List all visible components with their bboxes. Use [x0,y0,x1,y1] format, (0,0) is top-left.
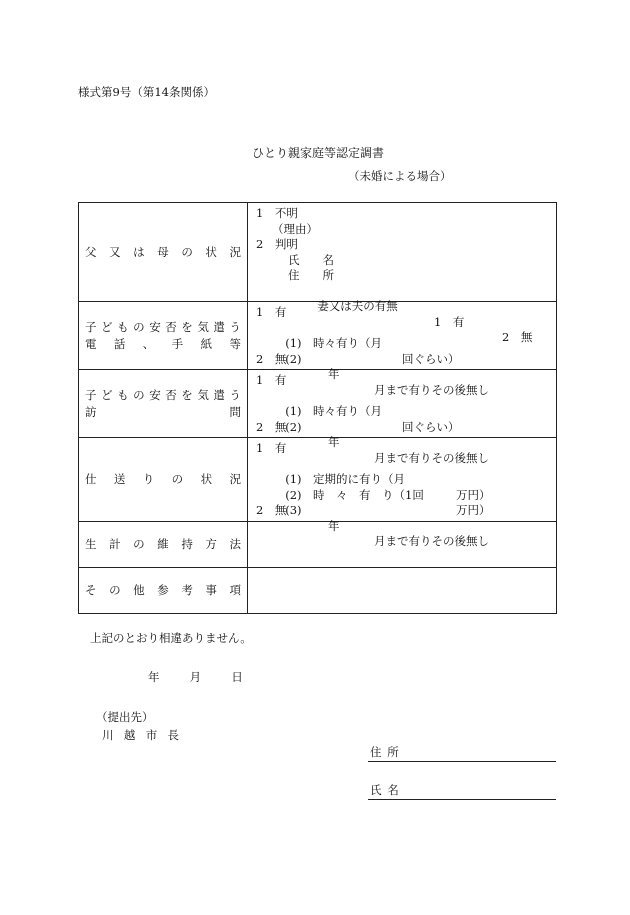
label-char: 母 [157,244,169,259]
submit-to-name: 川越市長 [102,728,190,742]
support-label [79,438,248,522]
yen-unit: 万円） [456,503,491,517]
label-char: の [133,387,145,402]
date-day-field[interactable]: 日 [231,670,243,684]
label-char: 等 [229,336,241,351]
phone-letter-label [79,302,248,370]
label-char: ど [101,319,113,334]
spouse-option-no[interactable]: 2 無 [502,330,533,344]
address-signature-label: 住所 [370,745,405,759]
times-unit: 回ぐらい） [402,419,460,434]
document-title: ひとり親家庭等認定調書 [252,146,385,160]
option-known: 2 判明 [256,237,298,251]
label-char: う [229,387,241,402]
label-char: 状 [200,471,213,486]
date-year-field[interactable]: 年 [148,670,160,684]
support-content[interactable] [248,438,557,548]
label-char: 法 [229,536,241,551]
label-char: も [117,319,129,334]
label-char: 話 [113,336,126,351]
option-no: 2 無 [256,351,287,366]
label-char: う [229,319,241,334]
yen-unit: 万円） [456,487,491,502]
until-text: 月まで有りその後無し [374,382,489,397]
label-line [79,336,247,353]
label-char: の [171,471,184,486]
sometimes-label: (1) 時々有り（月 [285,336,383,350]
option-yes: 1 有 [256,373,287,387]
regular-label: (1) 定期的に有り（月 [285,472,406,486]
address-signature-field[interactable] [368,743,556,762]
label-char: 子 [85,319,97,334]
other-label [79,567,248,613]
label-line [79,404,247,421]
label-char: を [181,319,193,334]
label-char: り [142,471,155,486]
year-unit: 年 [328,367,340,381]
until-text: 月まで有りその後無し [374,450,489,465]
row-other [79,567,557,613]
declaration-text: 上記のとおり相違ありません。 [90,631,252,645]
label-char: 状 [205,244,217,259]
name-signature-field[interactable] [368,781,556,800]
label-char: 考 [181,582,193,597]
label-char: 手 [171,336,184,351]
label-char: 電 [85,336,97,351]
submit-to-label: （提出先） [96,710,154,724]
label-line [79,471,247,488]
label-char: 遣 [213,319,225,334]
row-phone-letter [79,302,557,370]
year-unit: 年 [328,518,340,533]
option-yes: 1 有 [256,305,287,319]
label-char: 計 [109,536,121,551]
visit-label [79,370,248,438]
date-month-field[interactable]: 月 [189,670,202,684]
label-char: 参 [157,582,169,597]
label-char: の [133,536,145,551]
label-line [79,244,247,261]
name-label: 氏 名 [288,252,334,267]
reason-label: （理由） [272,221,318,236]
spouse-option-yes[interactable]: 1 有 [434,314,465,329]
row-support [79,438,557,522]
other-notes-field[interactable] [248,567,557,613]
label-char: 遣 [213,387,225,402]
spouse-label: 妻又は夫の有無 [317,299,398,313]
year-unit: 年 [328,435,340,449]
label-char: 子 [85,387,97,402]
form-number: 様式第9号（第14条関係） [78,85,215,99]
item-number: (3) [285,503,302,517]
livelihood-label [79,521,248,567]
sometimes-label: (1) 時々有り（月 [285,404,383,418]
label-char: 事 [205,582,217,597]
option-no: 2 無 [256,503,287,517]
label-char: 問 [229,404,241,419]
label-char: 況 [229,471,241,486]
label-line [79,319,247,336]
visit-content[interactable] [248,370,557,465]
label-char: 否 [165,319,177,334]
label-line [79,582,247,599]
label-char: 否 [165,387,177,402]
row-visit [79,370,557,438]
label-char: の [109,582,121,597]
label-line [79,536,247,553]
times-unit: 回ぐらい） [402,351,460,366]
label-char: は [133,244,145,259]
row-parent-status [79,203,557,302]
option-no: 2 無 [256,419,287,434]
label-char: 項 [229,582,241,597]
label-line [79,387,247,404]
label-char: 況 [229,244,241,259]
label-char: 生 [85,536,97,551]
item-number: (2) [285,419,302,434]
label-char: の [181,244,193,259]
phone-letter-content[interactable] [248,302,557,397]
label-char: ど [101,387,113,402]
item-number: (2) [285,351,302,366]
label-char: 方 [205,536,217,551]
date-line [148,669,243,685]
label-char: 安 [149,319,161,334]
label-char: 気 [197,387,209,402]
label-char: 訪 [85,404,97,419]
document-subtitle: （未婚による場合） [348,169,452,183]
label-char: を [181,387,193,402]
option-unknown: 1 不明 [256,206,298,220]
label-char: 又 [109,244,121,259]
label-char: 父 [85,244,97,259]
label-char: 持 [181,536,193,551]
label-char: 安 [149,387,161,402]
parent-status-label [79,203,248,302]
label-char: の [133,319,145,334]
address-label-cell: 住 所 [288,268,334,282]
label-char: も [117,387,129,402]
label-char: そ [85,582,97,597]
label-char: 他 [133,582,145,597]
label-char: 仕 [85,471,97,486]
label-char: 、 [142,336,155,351]
label-char: 紙 [200,336,213,351]
certification-table [78,202,557,614]
label-char: 維 [157,536,169,551]
option-yes: 1 有 [256,441,287,455]
name-signature-label: 氏名 [370,783,405,797]
label-char: 送 [113,471,126,486]
until-text: 月まで有りその後無し [374,534,489,548]
label-char: 気 [197,319,209,334]
occasional-label: (2) 時 々 有 り（1回 [285,487,424,502]
